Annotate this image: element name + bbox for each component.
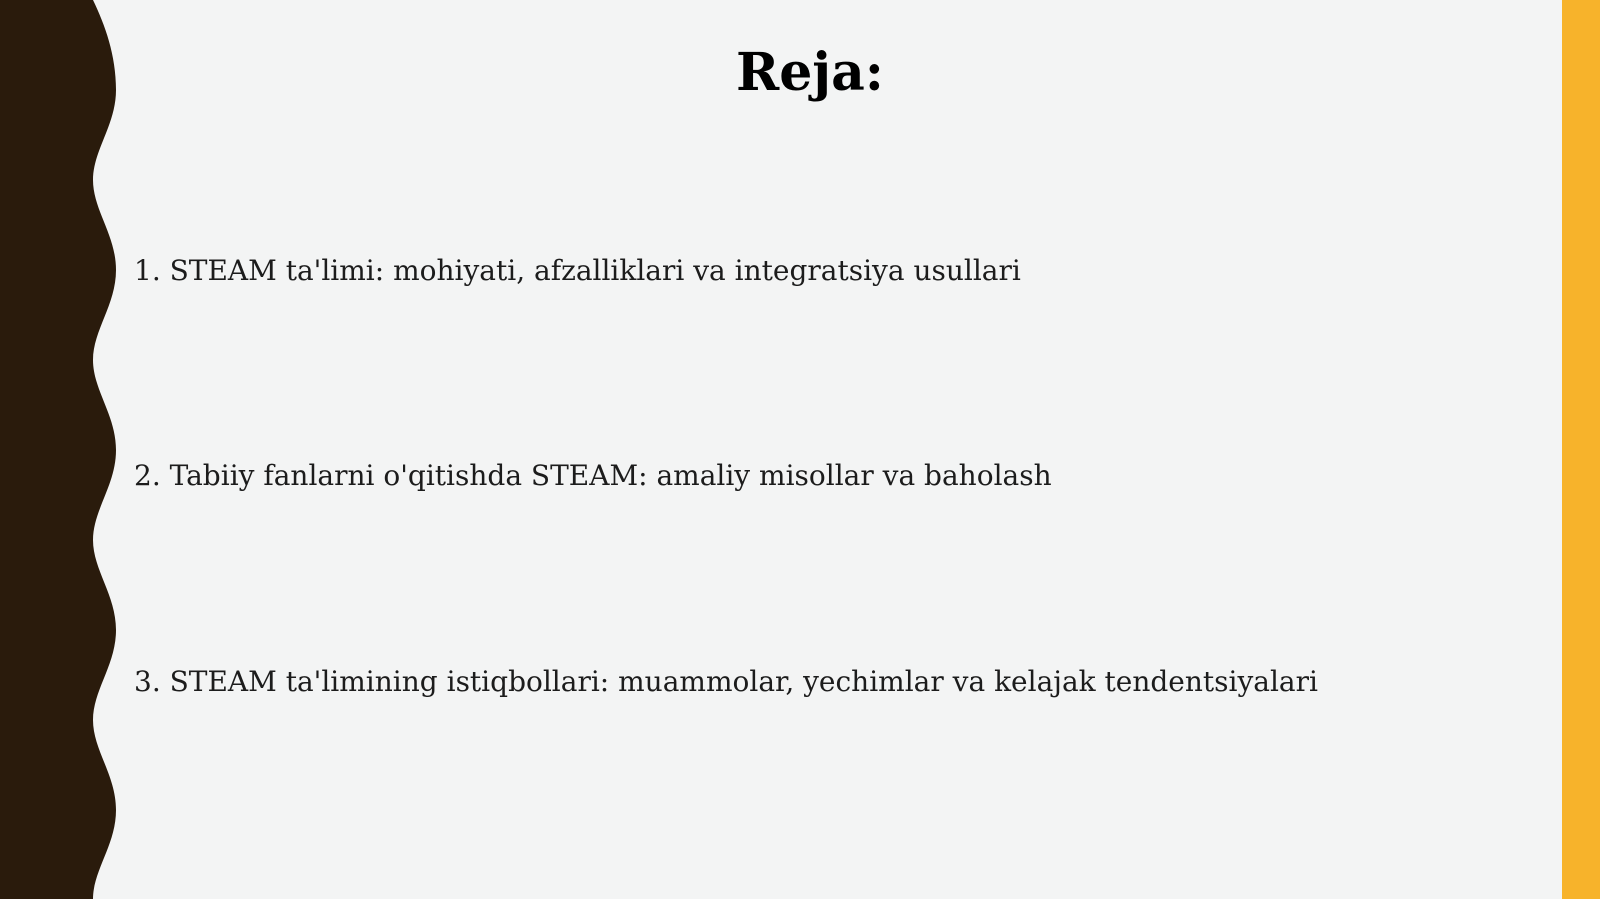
agenda-item-2: 2. Tabiiy fanlarni o'qitishda STEAM: amaliy misollar va baholash — [134, 459, 1052, 492]
right-accent-bar — [1562, 0, 1600, 899]
left-decorative-wave-band — [0, 0, 130, 899]
slide-title: Reja: — [735, 42, 884, 103]
agenda-item-1: 1. STEAM ta'limi: mohiyati, afzalliklari va integratsiya usullari — [134, 254, 1021, 287]
agenda-item-3: 3. STEAM ta'limining istiqbollari: muammolar, yechimlar va kelajak tendentsiyalari — [134, 665, 1318, 698]
